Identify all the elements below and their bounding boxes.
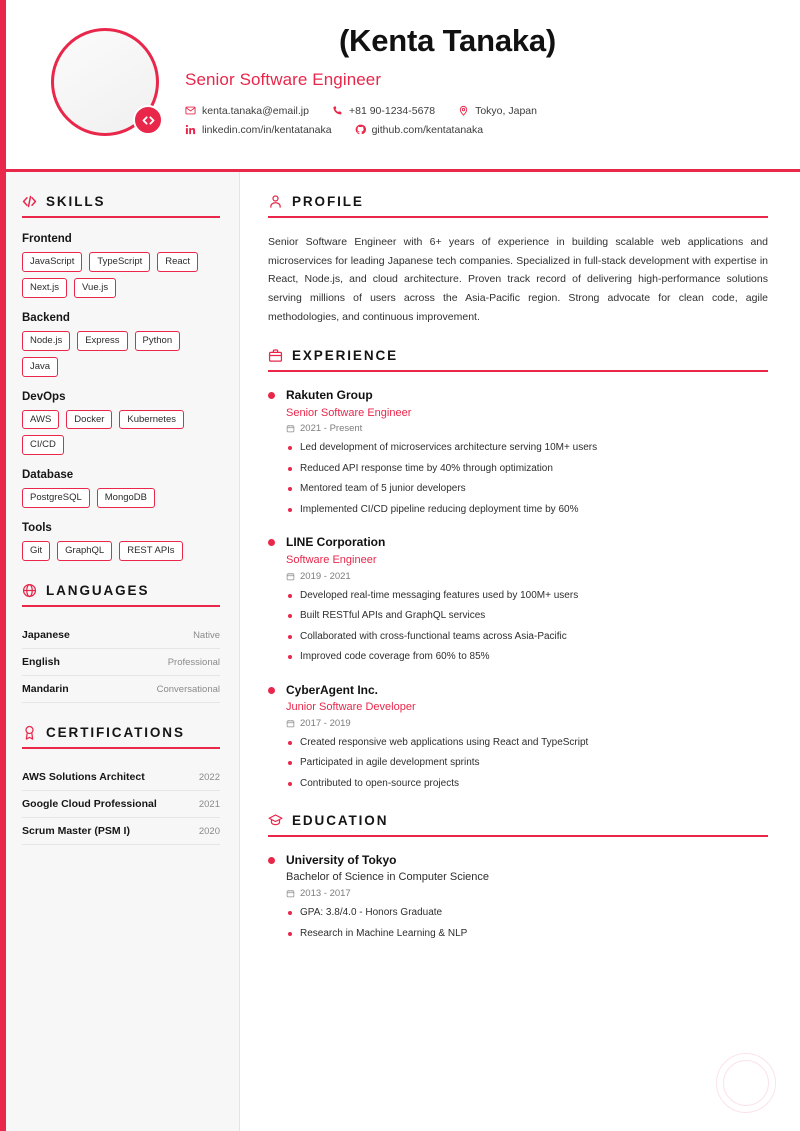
skill-chip: CI/CD <box>22 435 64 455</box>
contact-phone[interactable] <box>332 105 435 117</box>
profile-section <box>268 194 768 326</box>
experience-date-text: 2019 - 2021 <box>300 570 351 582</box>
experience-bullet: Developed real-time messaging features used by 100M+ users <box>286 589 768 604</box>
experience-bullets <box>286 589 768 665</box>
experience-bullet: Implemented CI/CD pipeline reducing deployment time by 60% <box>286 503 768 518</box>
education-bullet: Research in Machine Learning & NLP <box>286 927 768 942</box>
language-name: Japanese <box>22 629 70 641</box>
certifications-title: CERTIFICATIONS <box>46 725 185 740</box>
skill-chip: Git <box>22 541 50 561</box>
experience-date <box>286 571 768 582</box>
code-icon <box>141 113 156 128</box>
skill-chips <box>22 488 220 508</box>
experience-role: Senior Software Engineer <box>286 406 412 419</box>
calendar-icon <box>286 424 295 433</box>
experience-bullet: Collaborated with cross-functional teams across Asia-Pacific <box>286 630 768 645</box>
profile-rule <box>268 216 768 218</box>
skill-chip: Next.js <box>22 278 67 298</box>
certification-name: Google Cloud Professional <box>22 798 157 810</box>
skills-section <box>22 194 220 561</box>
language-level: Native <box>193 630 220 641</box>
education-date-text: 2013 - 2017 <box>300 888 351 900</box>
candidate-role: Senior Software Engineer <box>185 69 382 89</box>
skill-chip: PostgreSQL <box>22 488 90 508</box>
skill-chip: TypeScript <box>89 252 150 272</box>
code-icon <box>22 194 37 209</box>
experience-org: LINE Corporation <box>286 535 386 550</box>
github-icon <box>355 124 366 135</box>
language-row <box>22 676 220 703</box>
resume-body <box>0 172 800 1131</box>
experience-date-text: 2017 - 2019 <box>300 717 351 729</box>
avatar <box>51 28 159 136</box>
certification-year: 2020 <box>198 826 220 837</box>
briefcase-icon <box>268 348 283 363</box>
certification-row <box>22 791 220 818</box>
certification-name: AWS Solutions Architect <box>22 771 145 783</box>
sidebar <box>0 172 240 1131</box>
certifications-section <box>22 725 220 845</box>
experience-role: Junior Software Developer <box>286 700 416 713</box>
experience-bullet: Built RESTful APIs and GraphQL services <box>286 609 768 624</box>
person-icon <box>268 194 283 209</box>
entry-bullet-dot <box>268 392 275 399</box>
certifications-rule <box>22 747 220 749</box>
experience-section <box>268 348 768 791</box>
contact-github-text: github.com/kentatanaka <box>371 123 484 136</box>
education-bullet: GPA: 3.8/4.0 - Honors Graduate <box>286 906 768 921</box>
certification-year: 2022 <box>198 772 220 783</box>
skill-chip: Kubernetes <box>119 410 184 430</box>
certification-name: Scrum Master (PSM I) <box>22 825 130 837</box>
experience-entry <box>268 387 768 517</box>
skill-group <box>22 469 220 508</box>
calendar-icon <box>286 889 295 898</box>
education-section-header <box>268 813 768 828</box>
contact-github[interactable] <box>355 124 484 136</box>
skill-group-name: Database <box>22 469 74 482</box>
certifications-section-header <box>22 725 220 740</box>
education-rule <box>268 835 768 837</box>
skill-group-name: Frontend <box>22 233 72 245</box>
linkedin-icon <box>185 124 196 135</box>
contact-email[interactable] <box>185 105 309 117</box>
skills-section-header <box>22 194 220 209</box>
experience-bullets <box>286 736 768 792</box>
skill-group <box>22 391 220 456</box>
watermark-inner-ring <box>723 1060 769 1106</box>
contact-linkedin[interactable] <box>185 124 332 136</box>
language-row <box>22 649 220 676</box>
skill-chip: Vue.js <box>74 278 116 298</box>
skill-chip: AWS <box>22 410 59 430</box>
skill-chip: REST APIs <box>119 541 182 561</box>
watermark <box>716 1053 776 1113</box>
language-name: English <box>22 656 60 668</box>
contact-location-text: Tokyo, Japan <box>475 104 537 117</box>
left-accent-stripe <box>0 0 6 1131</box>
contact-phone-text: +81 90-1234-5678 <box>348 104 436 117</box>
language-row <box>22 622 220 649</box>
skills-title: SKILLS <box>46 194 106 209</box>
profile-summary: Senior Software Engineer with 6+ years of experience in building scalable web applications and microservices for leading Japanese tech companies. Specialized in full-stack development with expertise in React, Node.js, and cloud architecture. Proven track record of delivering high-performance solutions serving millions of users across the Asia-Pacific region. Strong advocate for clean code, agile methodologies, and continuous improvement. <box>268 236 768 323</box>
main-column <box>240 172 800 1131</box>
languages-section <box>22 583 220 703</box>
code-badge <box>133 105 163 135</box>
profile-section-header <box>268 194 768 209</box>
skill-chip: Node.js <box>22 331 70 351</box>
calendar-icon <box>286 719 295 728</box>
phone-icon <box>332 105 343 116</box>
watermark-outer-ring <box>716 1053 776 1113</box>
experience-rule <box>268 370 768 372</box>
languages-section-header <box>22 583 220 598</box>
experience-org: Rakuten Group <box>286 388 373 403</box>
experience-title: EXPERIENCE <box>292 348 399 364</box>
certification-row <box>22 818 220 845</box>
certification-row <box>22 764 220 791</box>
skill-group <box>22 233 220 298</box>
experience-bullet: Reduced API response time by 40% through optimization <box>286 462 768 477</box>
experience-date <box>286 423 768 434</box>
education-date <box>286 888 768 899</box>
skill-chip: React <box>157 252 198 272</box>
education-entry <box>268 852 768 941</box>
contact-location <box>458 105 537 117</box>
skill-chips <box>22 410 220 456</box>
skills-rule <box>22 216 220 218</box>
skill-chip: Docker <box>66 410 112 430</box>
experience-bullets <box>286 441 768 517</box>
skill-group-name: Tools <box>22 522 52 535</box>
contact-linkedin-text: linkedin.com/in/kentatanaka <box>202 123 332 136</box>
language-level: Conversational <box>156 684 220 695</box>
experience-entry <box>268 534 768 664</box>
skill-chip: GraphQL <box>57 541 112 561</box>
experience-date-text: 2021 - Present <box>300 423 363 435</box>
profile-title: PROFILE <box>292 194 364 209</box>
experience-role: Software Engineer <box>286 553 377 566</box>
education-org: University of Tokyo <box>286 853 397 868</box>
skill-chip: JavaScript <box>22 252 82 272</box>
contact-email-text: kenta.tanaka@email.jp <box>202 104 309 117</box>
language-name: Mandarin <box>22 683 69 695</box>
experience-entry <box>268 682 768 792</box>
experience-bullet: Led development of microservices architecture serving 10M+ users <box>286 441 768 456</box>
experience-bullet: Created responsive web applications using React and TypeScript <box>286 736 768 751</box>
education-section <box>268 813 768 941</box>
skill-chips <box>22 252 220 298</box>
entry-bullet-dot <box>268 687 275 694</box>
education-degree: Bachelor of Science in Computer Science <box>286 871 489 884</box>
skill-chip: Java <box>22 357 58 377</box>
languages-title: LANGUAGES <box>46 583 150 598</box>
calendar-icon <box>286 572 295 581</box>
skill-group-name: DevOps <box>22 390 66 403</box>
education-bullets <box>286 906 768 941</box>
location-icon <box>458 105 469 116</box>
certification-year: 2021 <box>198 799 220 810</box>
skill-group <box>22 312 220 377</box>
skill-group-name: Backend <box>22 311 70 324</box>
globe-icon <box>22 583 37 598</box>
candidate-name: (Kenta Tanaka) <box>338 23 557 58</box>
experience-date <box>286 718 768 729</box>
entry-bullet-dot <box>268 539 275 546</box>
language-level: Professional <box>167 657 220 668</box>
skill-chips <box>22 331 220 377</box>
contact-list <box>185 105 695 136</box>
experience-bullet: Mentored team of 5 junior developers <box>286 482 768 497</box>
experience-org: CyberAgent Inc. <box>286 682 379 697</box>
resume-header <box>0 0 800 172</box>
languages-rule <box>22 605 220 607</box>
skill-chip: Python <box>135 331 181 351</box>
graduation-cap-icon <box>268 813 283 828</box>
award-icon <box>22 725 37 740</box>
skill-group <box>22 522 220 561</box>
header-text-block <box>159 22 770 136</box>
skill-chip: MongoDB <box>97 488 155 508</box>
experience-bullet: Contributed to open-source projects <box>286 777 768 792</box>
email-icon <box>185 105 196 116</box>
education-title: EDUCATION <box>292 813 389 829</box>
entry-bullet-dot <box>268 857 275 864</box>
experience-bullet: Participated in agile development sprints <box>286 756 768 771</box>
skill-chips <box>22 541 220 561</box>
experience-bullet: Improved code coverage from 60% to 85% <box>286 650 768 665</box>
experience-section-header <box>268 348 768 363</box>
skill-chip: Express <box>77 331 127 351</box>
